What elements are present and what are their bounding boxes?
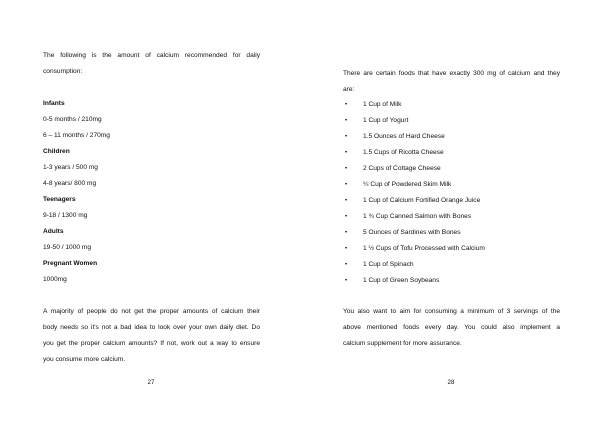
food-item-label: 1 ½ Cups of Tofu Processed with Calcium [363, 245, 485, 252]
food-item-label: 1 Cup of Yogurt [363, 117, 409, 124]
food-item-label: 1 Cup of Spinach [363, 261, 414, 268]
page-number: 27 [147, 379, 155, 386]
food-item-label: 5 Ounces of Sardines with Bones [363, 229, 461, 236]
bullet-icon: • [345, 150, 348, 156]
bullet-icon: • [345, 102, 348, 108]
group-heading-pregnant-women: Pregnant Women [43, 260, 98, 267]
group-row: 4-8 years/ 800 mg [43, 180, 97, 187]
group-row: 1000mg [43, 276, 67, 283]
intro-line: There are certain foods that have exactly 300 mg of calcium and they [343, 70, 560, 77]
intro-line: consumption: [43, 68, 83, 75]
intro-line: are: [343, 86, 355, 93]
bullet-icon: • [345, 246, 348, 252]
closing-line: You also want to aim for consuming a minimum of 3 servings of the [343, 308, 560, 315]
food-item-label: 1 Cup of Milk [363, 101, 402, 108]
group-heading-children: Children [43, 148, 70, 155]
group-row: 9-18 / 1300 mg [43, 212, 88, 219]
food-item-label: 1 ¾ Cup Canned Salmon with Bones [363, 213, 472, 220]
closing-line: above mentioned foods every day. You could also implement a [343, 324, 560, 331]
group-heading-infants: Infants [43, 100, 65, 107]
food-item-label: 1 Cup of Calcium Fortified Orange Juice [363, 197, 481, 204]
food-item-label: 1 Cup of Green Soybeans [363, 277, 440, 284]
closing-line: you get the proper calcium amounts? If not, work out a way to ensure [43, 340, 260, 347]
food-item-label: ¼ Cup of Powdered Skim Milk [363, 181, 452, 188]
food-item-label: 1.5 Ounces of Hard Cheese [363, 133, 445, 140]
group-row: 0-5 months / 210mg [43, 116, 102, 123]
bullet-icon: • [345, 230, 348, 236]
bullet-icon: • [345, 166, 348, 172]
group-heading-teenagers: Teenagers [43, 196, 76, 203]
bullet-icon: • [345, 214, 348, 220]
food-item-label: 2 Cups of Cottage Cheese [363, 165, 441, 172]
right-page [300, 0, 600, 424]
group-row: 6 – 11 months / 270mg [43, 132, 110, 139]
group-row: 1-3 years / 500 mg [43, 164, 98, 171]
closing-line: A majority of people do not get the proper amounts of calcium their [43, 308, 260, 315]
page-number: 28 [447, 379, 455, 386]
bullet-icon: • [345, 198, 348, 204]
bullet-icon: • [345, 182, 348, 188]
intro-line: The following is the amount of calcium recommended for daily [43, 52, 260, 59]
group-row: 19-50 / 1000 mg [43, 244, 92, 251]
closing-line: calcium supplement for more assurance. [343, 340, 462, 347]
bullet-icon: • [345, 118, 348, 124]
bullet-icon: • [345, 262, 348, 268]
bullet-icon: • [345, 278, 348, 284]
group-heading-adults: Adults [43, 228, 64, 235]
bullet-icon: • [345, 134, 348, 140]
closing-line: body needs so it's not a bad idea to look over your own daily diet. Do [43, 324, 260, 331]
closing-line: you consume more calcium. [43, 356, 126, 363]
food-item-label: 1.5 Cups of Ricotta Cheese [363, 149, 444, 156]
